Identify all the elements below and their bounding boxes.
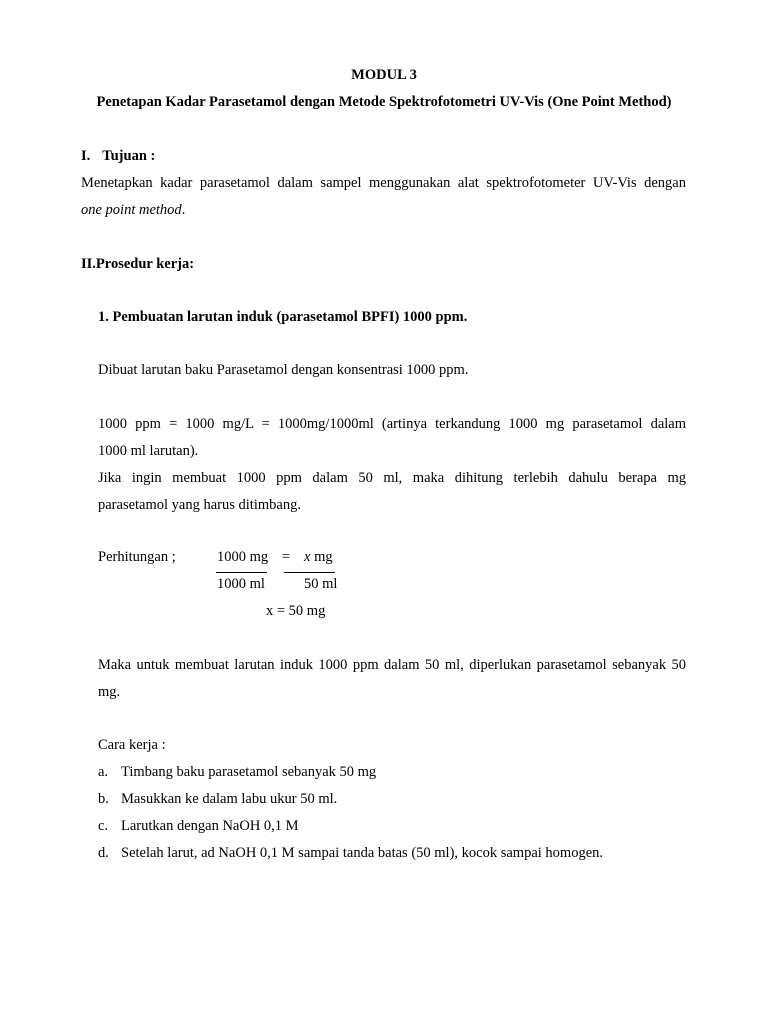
list-item-marker: d. (98, 845, 109, 861)
calculation-label: Perhitungan ; (98, 549, 176, 565)
equals-sign: = (282, 549, 291, 565)
section-1-title: Tujuan : (102, 148, 156, 164)
paragraph-2-line1: 1000 ppm = 1000 mg/L = 1000mg/1000ml (artinya terkandung 1000 mg parasetamol dalam (98, 416, 686, 432)
list-item: Timbang baku parasetamol sebanyak 50 mg (121, 764, 377, 780)
paragraph-4-line2: mg. (98, 684, 121, 700)
section-1-heading (81, 147, 155, 165)
section-2-title: Prosedur kerja: (95, 256, 195, 272)
left-numerator: 1000 mg (217, 549, 269, 565)
section-1-text-line1: Menetapkan kadar parasetamol dalam sampel menggunakan alat spektrofotometer UV-Vis dengan (81, 175, 686, 191)
section-1-number: I. (81, 148, 91, 164)
list-item-marker: a. (98, 764, 109, 780)
paragraph-3-line1: Jika ingin membuat 1000 ppm dalam 50 ml, maka dihitung terlebih dahulu berapa mg (98, 470, 686, 486)
document-subtitle: Penetapan Kadar Parasetamol dengan Metode Spektrofotometri UV-Vis (One Point Method) (96, 94, 672, 110)
list-item: Masukkan ke dalam labu ukur 50 ml. (121, 791, 338, 807)
right-denominator: 50 ml (304, 576, 338, 592)
list-item: Setelah larut, ad NaOH 0,1 M sampai tanda batas (50 ml), kocok sampai homogen. (121, 845, 604, 861)
right-numerator: x mg (304, 549, 333, 565)
variable-x: x (304, 549, 311, 565)
one-point-method-term: one point method (81, 202, 182, 218)
calculation-result: x = 50 mg (266, 603, 326, 619)
module-title: MODUL 3 (351, 67, 417, 83)
left-fraction-bar (216, 572, 267, 573)
paragraph-2-line2: 1000 ml larutan). (98, 443, 199, 459)
section-1-text-line2: one point method. (81, 202, 186, 218)
section-2-number: II. (81, 256, 96, 272)
left-denominator: 1000 ml (217, 576, 265, 592)
step-1-heading: 1. Pembuatan larutan induk (parasetamol BPFI) 1000 ppm. (98, 309, 468, 325)
paragraph-4-line1: Maka untuk membuat larutan induk 1000 ppm dalam 50 ml, diperlukan parasetamol sebanyak 50 (98, 657, 686, 673)
list-item: Larutkan dengan NaOH 0,1 M (121, 818, 299, 834)
paragraph-3-line2: parasetamol yang harus ditimbang. (98, 497, 301, 513)
paragraph-1: Dibuat larutan baku Parasetamol dengan konsentrasi 1000 ppm. (98, 362, 469, 378)
list-item-marker: c. (98, 818, 109, 834)
section-2-heading (81, 255, 194, 273)
list-item-marker: b. (98, 791, 109, 807)
right-fraction-bar (284, 572, 335, 573)
cara-kerja-label: Cara kerja : (98, 737, 166, 753)
